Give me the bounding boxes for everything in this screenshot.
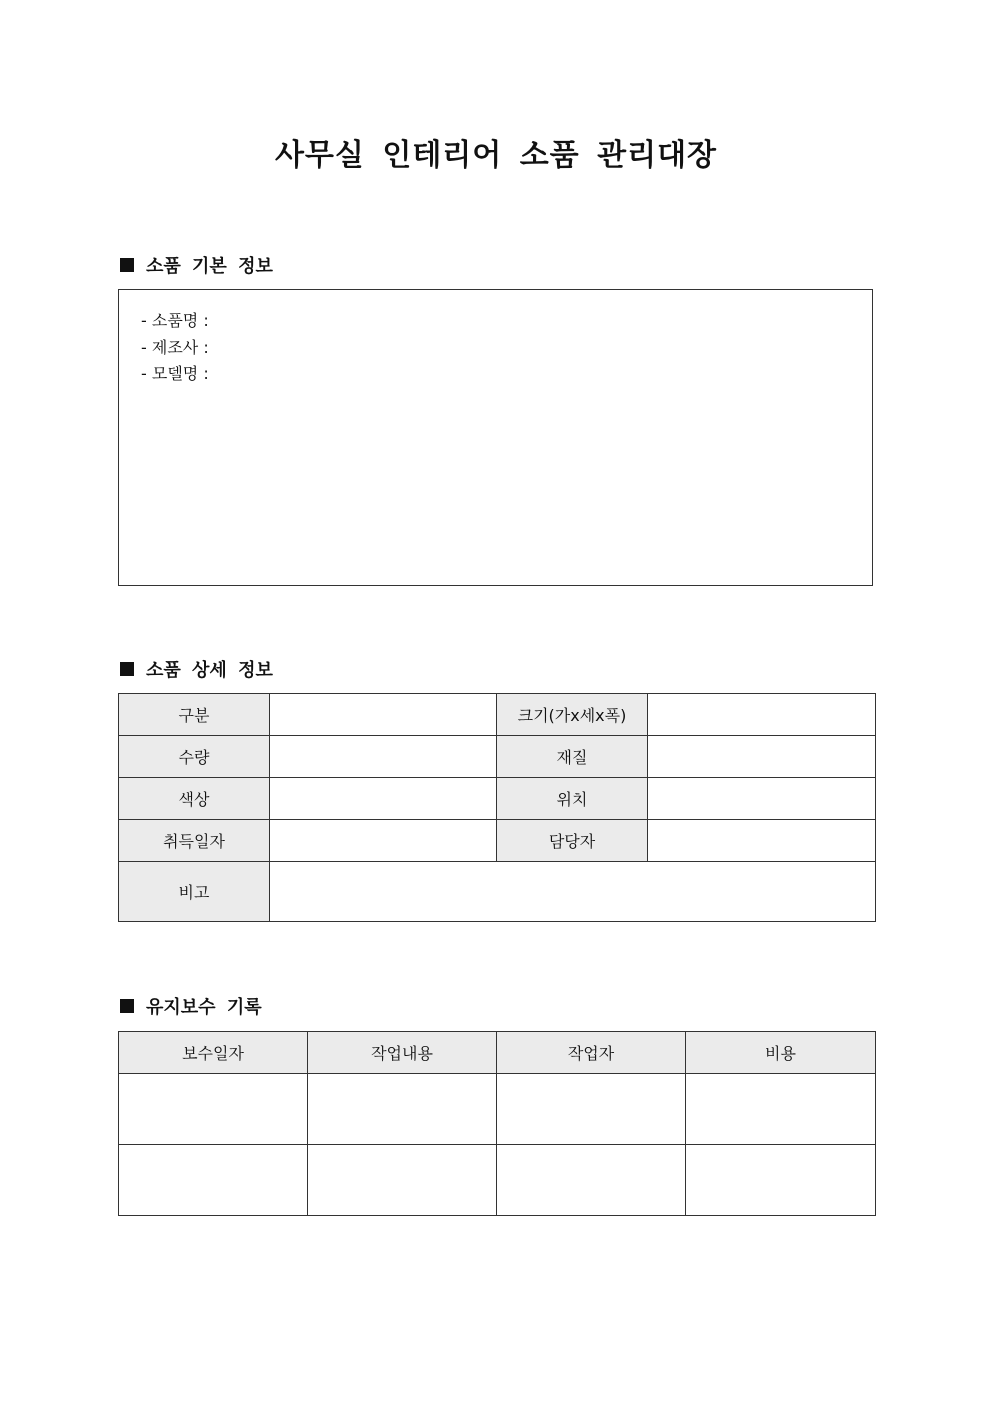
product-name-line: - 소품명 :: [141, 311, 209, 330]
black-square-icon: [120, 258, 134, 272]
value-size[interactable]: [648, 694, 876, 736]
section-heading-basic-label: 소품 기본 정보: [146, 256, 273, 277]
value-quantity[interactable]: [270, 736, 497, 778]
value-note[interactable]: [270, 862, 876, 922]
manufacturer-line: - 제조사 :: [141, 337, 209, 357]
label-note: 비고: [119, 862, 270, 922]
document-title: 사무실 인테리어 소품 관리대장: [274, 138, 718, 173]
label-manager: 담당자: [497, 820, 648, 862]
cell-work-content[interactable]: [308, 1074, 497, 1145]
label-location: 위치: [497, 778, 648, 820]
value-location[interactable]: [648, 778, 876, 820]
table-row: [119, 1074, 876, 1145]
section-heading-detail-label: 소품 상세 정보: [146, 660, 273, 681]
table-header-row: [119, 1032, 876, 1074]
value-manager[interactable]: [648, 820, 876, 862]
cell-cost[interactable]: [686, 1145, 876, 1216]
cell-cost[interactable]: [686, 1074, 876, 1145]
label-size: 크기(가x세x폭): [497, 694, 648, 736]
cell-repair-date[interactable]: [119, 1074, 308, 1145]
model-name-line: - 모델명 :: [141, 364, 209, 383]
section-heading-maintenance: [118, 993, 262, 1019]
value-category[interactable]: [270, 694, 497, 736]
column-header-cost: 비용: [686, 1032, 876, 1074]
label-color: 색상: [119, 778, 270, 820]
table-row: [119, 694, 876, 736]
detail-info-table: [118, 693, 876, 922]
table-row: [119, 1145, 876, 1216]
table-row: [119, 778, 876, 820]
label-category: 구분: [119, 694, 270, 736]
value-material[interactable]: [648, 736, 876, 778]
table-row: [119, 862, 876, 922]
cell-worker[interactable]: [497, 1074, 686, 1145]
column-header-repair-date: 보수일자: [119, 1032, 308, 1074]
cell-repair-date[interactable]: [119, 1145, 308, 1216]
value-acquired-date[interactable]: [270, 820, 497, 862]
cell-worker[interactable]: [497, 1145, 686, 1216]
black-square-icon: [120, 999, 134, 1013]
label-quantity: 수량: [119, 736, 270, 778]
section-heading-basic: [118, 252, 273, 278]
label-material: 재질: [497, 736, 648, 778]
black-square-icon: [120, 662, 134, 676]
column-header-work-content: 작업내용: [308, 1032, 497, 1074]
maintenance-table: [118, 1031, 876, 1216]
label-acquired-date: 취득일자: [119, 820, 270, 862]
section-heading-detail: [118, 656, 273, 682]
column-header-worker: 작업자: [497, 1032, 686, 1074]
table-row: [119, 736, 876, 778]
value-color[interactable]: [270, 778, 497, 820]
cell-work-content[interactable]: [308, 1145, 497, 1216]
section-heading-maintenance-label: 유지보수 기록: [146, 997, 262, 1018]
basic-info-box[interactable]: [118, 289, 873, 586]
table-row: [119, 820, 876, 862]
